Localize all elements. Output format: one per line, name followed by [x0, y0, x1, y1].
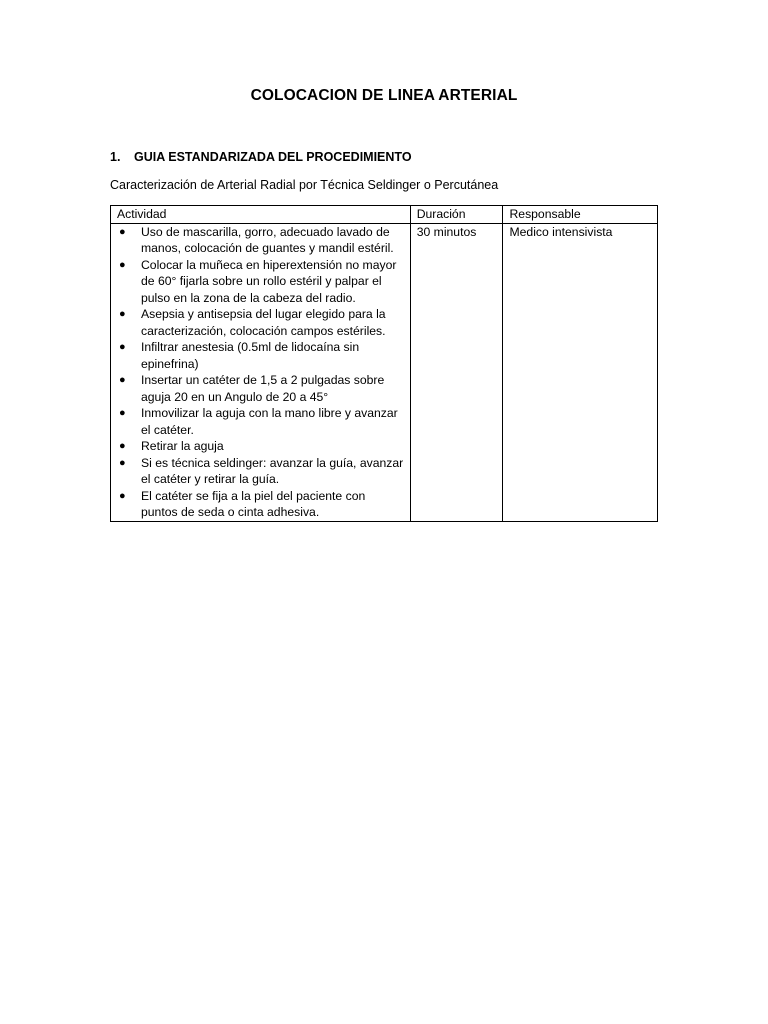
bullet-icon: ● — [119, 308, 126, 320]
procedure-subtitle: Caracterización de Arterial Radial por Técnica Seldinger o Percutánea — [110, 178, 499, 192]
activity-text: Colocar la muñeca en hiperextensión no mayor de 60° fijarla sobre un rollo estéril y palpar el pulso en la zona de la cabeza del radio. — [141, 257, 397, 305]
header-duracion: Duración — [410, 206, 503, 224]
document-title: COLOCACION DE LINEA ARTERIAL — [250, 87, 518, 104]
bullet-icon: ● — [119, 407, 126, 419]
bullet-icon: ● — [119, 374, 126, 386]
table-header-row — [111, 206, 658, 224]
activities-list — [117, 224, 404, 521]
list-item — [117, 257, 404, 307]
list-item — [117, 339, 404, 372]
responsible-cell: Medico intensivista — [503, 223, 658, 521]
header-actividad: Actividad — [111, 206, 411, 224]
table-row — [111, 223, 658, 521]
section-heading — [110, 150, 412, 164]
list-item — [117, 455, 404, 488]
activity-text: Retirar la aguja — [141, 439, 224, 453]
activity-text: Asepsia y antisepsia del lugar elegido para la caracterización, colocación campos estériles. — [141, 307, 386, 338]
list-item — [117, 372, 404, 405]
activity-text: Inmovilizar la aguja con la mano libre y avanzar el catéter. — [141, 406, 398, 437]
bullet-icon: ● — [119, 440, 126, 452]
activity-text: Infiltrar anestesia (0.5ml de lidocaína sin epinefrina) — [141, 340, 360, 371]
section-number: 1. — [110, 150, 121, 164]
bullet-icon: ● — [119, 258, 126, 271]
list-item — [117, 224, 404, 257]
bullet-icon: ● — [119, 225, 126, 238]
list-item — [117, 488, 404, 521]
header-responsable: Responsable — [503, 206, 658, 224]
procedure-table — [110, 205, 658, 522]
list-item — [117, 405, 404, 438]
activity-text: Insertar un catéter de 1,5 a 2 pulgadas sobre aguja 20 en un Angulo de 20 a 45° — [141, 373, 385, 404]
list-item — [117, 306, 404, 339]
bullet-icon: ● — [119, 456, 126, 469]
list-item — [117, 438, 404, 455]
section-heading-text: GUIA ESTANDARIZADA DEL PROCEDIMIENTO — [134, 150, 412, 164]
activities-cell — [111, 223, 411, 521]
duration-cell: 30 minutos — [410, 223, 503, 521]
activity-text: Uso de mascarilla, gorro, adecuado lavado de manos, colocación de guantes y mandil estéril. — [141, 224, 394, 255]
activity-text: El catéter se fija a la piel del paciente con puntos de seda o cinta adhesiva. — [141, 488, 366, 519]
bullet-icon: ● — [119, 341, 126, 353]
bullet-icon: ● — [119, 489, 126, 502]
activity-text: Si es técnica seldinger: avanzar la guía, avanzar el catéter y retirar la guía. — [141, 455, 404, 486]
